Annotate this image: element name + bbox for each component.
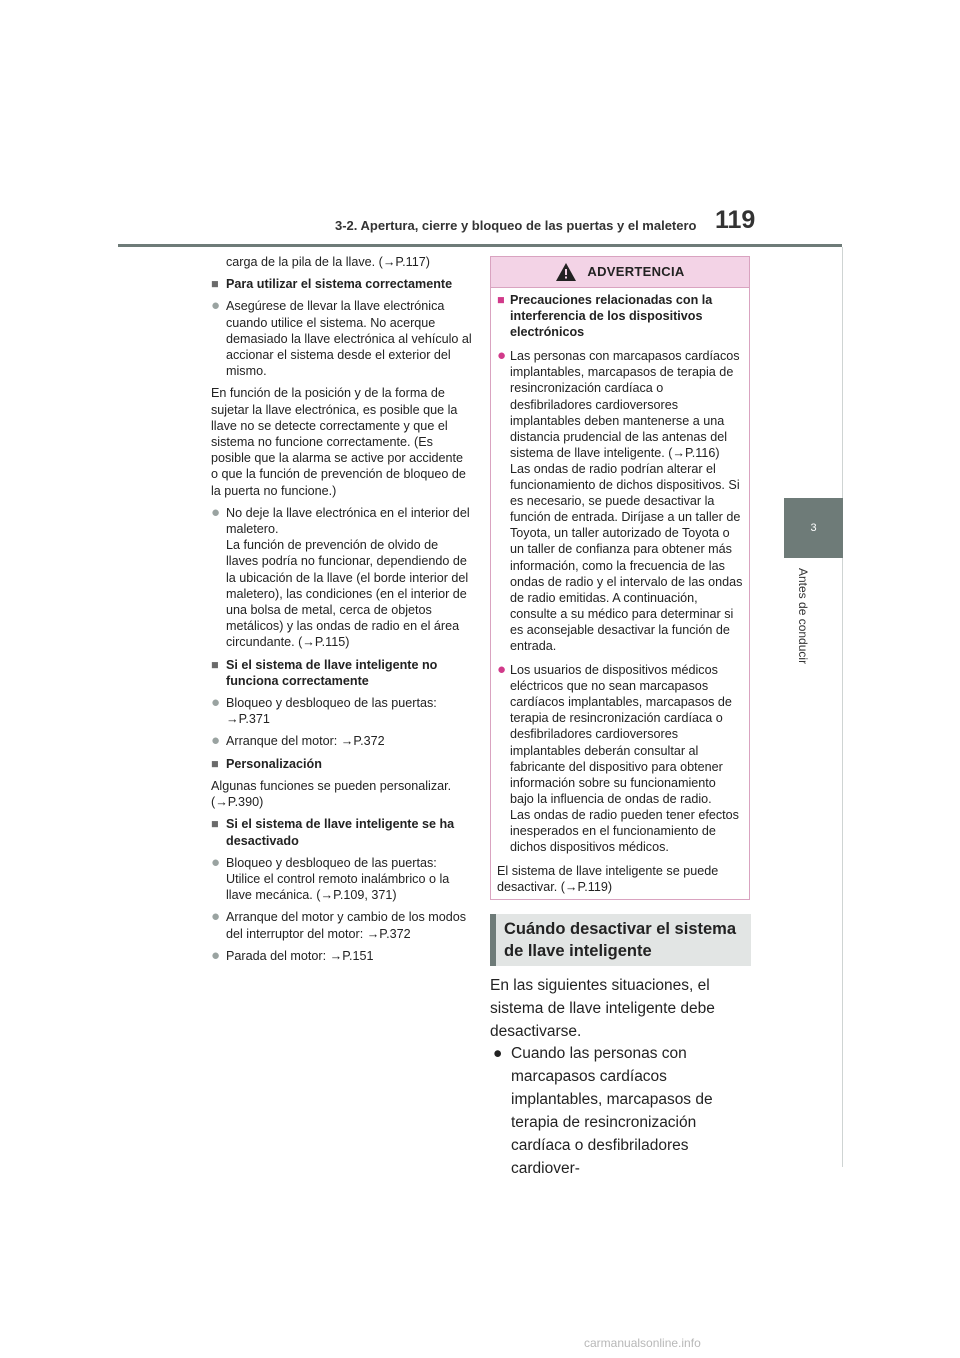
side-divider — [842, 247, 843, 1167]
circle-bullet-icon: ● — [211, 946, 221, 964]
section-intro: En las siguientes situaciones, el sistema de llave inteligente debe desactivarse. — [490, 977, 715, 1040]
list-item: ● Asegúrese de llevar la llave electrónica cuando utilice el sistema. No acerque demasiado la llave electrónica al vehículo al accionar el sistema desde el exterior del mismo. — [211, 297, 472, 379]
list-item: ● No deje la llave electrónica en el interior del maletero. La función de prevención de olvido de llaves podría no funcionar, dependiendo de la ubicación de la llave (el borde interior del maletero), las condiciones (en el interior de una bolsa de metal, cerca de objetos metálicos) y las ondas de radio en el área circundante. (→P.115) — [211, 503, 470, 650]
section-title: Cuándo desactivar el sistema de llave inteligente — [490, 914, 751, 966]
section-heading: ■ Si el sistema de llave inteligente no funciona correctamente — [211, 657, 438, 688]
circle-bullet-icon: ● — [211, 694, 221, 712]
list-item: ● Arranque del motor y cambio de los modos del interruptor del motor: →P.372 — [211, 908, 467, 941]
warning-body — [491, 288, 749, 895]
circle-bullet-icon: ● — [211, 732, 221, 750]
chapter-header: 3-2. Apertura, cierre y bloqueo de las puertas y el maletero — [335, 218, 697, 233]
square-bullet-icon: ■ — [497, 293, 505, 307]
section-heading: ■ Si el sistema de llave inteligente se ha desactivado — [211, 817, 455, 848]
circle-bullet-icon: ● — [211, 853, 221, 871]
list-item: ● Bloqueo y desbloqueo de las puertas: Utilice el control remoto inalámbrico o la llave mecánica. (→P.109, 371) — [211, 853, 450, 903]
warning-item: ● Las personas con marcapasos cardíacos implantables, marcapasos de terapia de resincronización cardíaca o desfibriladores cardioversores implantables deben mantenerse a una distancia prudencial de las antenas del sistema de llave inteligente. (→P.116) Las ondas de radio podrían alterar el funcionamiento de dichos dispositivos. Si es necesario, se puede desactivar la función de entrada. Diríjase a un taller de Toyota, un taller autorizado de Toyota o un taller de confianza para obtener más información, como la frecuencia de las ondas de radio y el intervalo de las ondas de radio emitidas. A continuación, consulte a su médico para determinar si es aconsejable desactivar la función de entrada. — [497, 347, 743, 653]
circle-bullet-icon: ● — [211, 908, 221, 926]
warning-triangle-icon — [555, 262, 577, 282]
list-item: ● Arranque del motor: →P.372 — [211, 732, 385, 750]
warning-header — [491, 257, 749, 288]
watermark-logo: carmanualsonline.info — [584, 1336, 701, 1350]
continued-text: carga de la pila de la llave. (→P.117) — [226, 255, 430, 269]
bullet-icon: ● — [493, 1045, 503, 1062]
square-bullet-icon: ■ — [211, 277, 219, 292]
page-number: 119 — [715, 206, 756, 234]
chapter-tab — [784, 498, 843, 558]
section-heading: ■ Para utilizar el sistema correctamente — [211, 277, 453, 292]
square-bullet-icon: ■ — [211, 817, 219, 832]
chapter-number: 3 — [810, 522, 817, 534]
chapter-label: Antes de conducir — [796, 568, 810, 665]
warning-note: El sistema de llave inteligente se puede desactivar. (→P.119) — [497, 864, 719, 895]
section-heading: ■ Personalización — [211, 756, 322, 771]
paragraph: Algunas funciones se pueden personalizar. (→P.390) — [211, 778, 452, 810]
circle-bullet-icon: ● — [211, 503, 221, 521]
left-column — [211, 254, 473, 970]
list-item: ● Bloqueo y desbloqueo de las puertas: →P.371 — [211, 694, 437, 727]
list-item: ● Parada del motor: →P.151 — [211, 946, 374, 964]
header-divider — [118, 244, 842, 247]
warning-item: ● Los usuarios de dispositivos médicos eléctricos que no sean marcapasos cardíacos implantables, marcapasos de terapia de resincronización cardíaca o desfibriladores cardioversores implantables deberán consultar al fabricante del dispositivo para obtener información sobre su funcionamiento bajo la influencia de ondas de radio. Las ondas de radio pueden tener efectos inesperados en el funcionamiento de dichos dispositivos médicos. — [497, 661, 739, 855]
list-item: ● Cuando las personas con marcapasos cardíacos implantables, marcapasos de terapia de resincronización cardíaca o desfibriladores cardiover- — [490, 1042, 752, 1180]
circle-bullet-icon: ● — [497, 347, 507, 365]
warning-title: ADVERTENCIA — [587, 263, 685, 279]
circle-bullet-icon: ● — [497, 661, 507, 679]
paragraph: En función de la posición y de la forma de sujetar la llave electrónica, es posible que la llave no se detecte correctamente y que el sistema no funcione correctamente. (Es posible que la alarma se active por accidente o que la función de prevención de bloqueo de la puerta no funcione.) — [211, 386, 466, 498]
circle-bullet-icon: ● — [211, 297, 221, 315]
square-bullet-icon: ■ — [211, 657, 219, 672]
warning-subheading: ■ Precauciones relacionadas con la interferencia de los dispositivos electrónicos — [497, 293, 713, 340]
warning-box — [490, 256, 750, 900]
square-bullet-icon: ■ — [211, 756, 219, 771]
